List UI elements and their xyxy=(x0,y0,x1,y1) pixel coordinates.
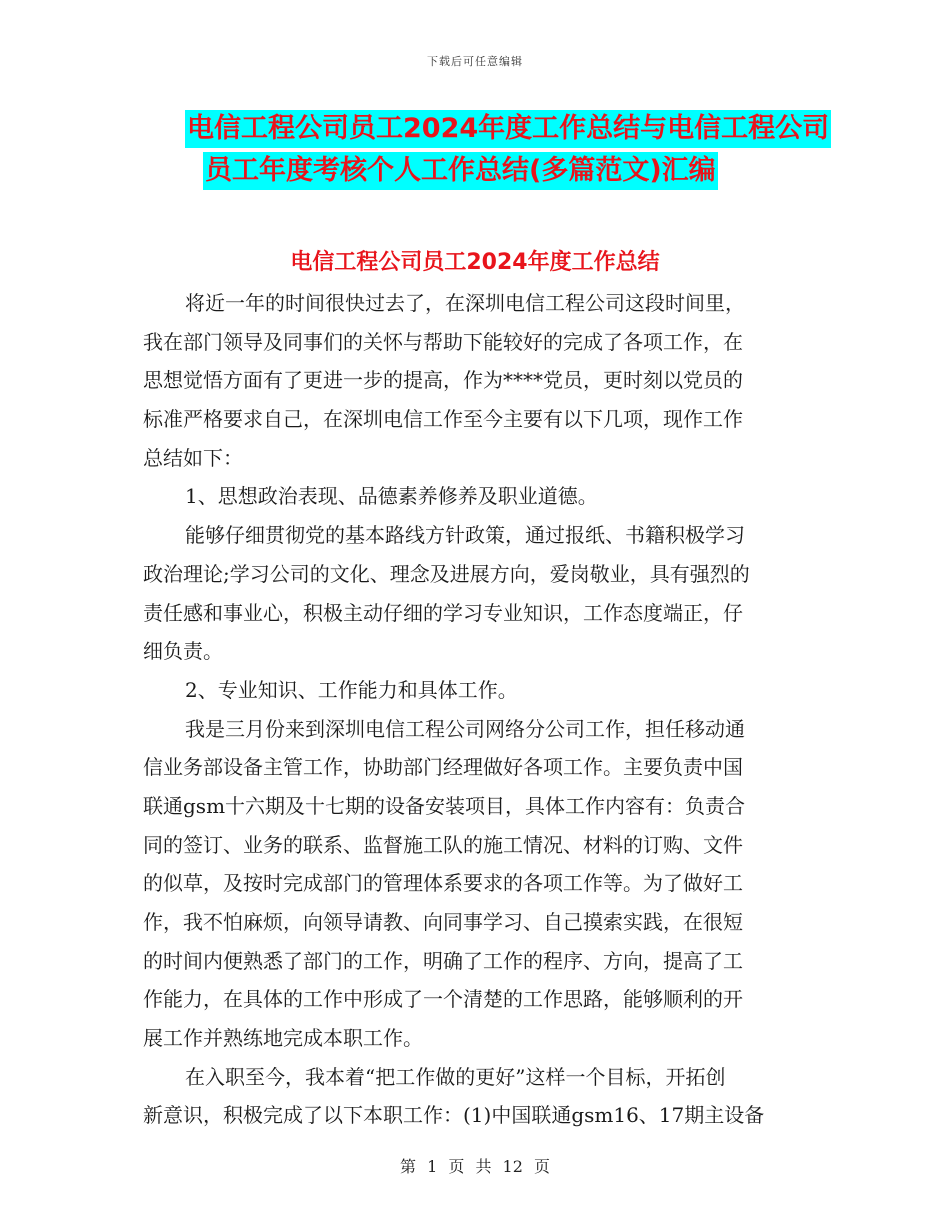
body-line: 展工作并熟练地完成本职工作。 xyxy=(143,1026,423,1051)
body-line: 的时间内便熟悉了部门的工作，明确了工作的程序、方向，提高了工 xyxy=(143,948,743,973)
section-heading-2: 2、专业知识、工作能力和具体工作。 xyxy=(185,677,518,702)
document-body xyxy=(143,284,808,1135)
title-line-1: 电信工程公司员工2024年度工作总结与电信工程公司 xyxy=(185,110,831,148)
body-line: 我在部门领导及同事们的关怀与帮助下能较好的完成了各项工作，在 xyxy=(143,329,743,354)
section-title: 电信工程公司员工2024年度工作总结 xyxy=(290,250,660,275)
page-header: 下载后可任意编辑 xyxy=(427,55,523,68)
body-line: 作能力，在具体的工作中形成了一个清楚的工作思路，能够顺利的开 xyxy=(143,987,743,1012)
body-line: 信业务部设备主管工作，协助部门经理做好各项工作。主要负责中国 xyxy=(143,755,743,780)
body-line: 同的签订、业务的联系、监督施工队的施工情况、材料的订购、文件 xyxy=(143,832,743,857)
body-line: 政治理论;学习公司的文化、理念及进展方向，爱岗敬业，具有强烈的 xyxy=(143,561,750,586)
page-footer: 第 1 页 共 12 页 xyxy=(400,1157,550,1176)
section-heading-1: 1、思想政治表现、品德素养修养及职业道德。 xyxy=(185,484,598,509)
body-line: 的似草，及按时完成部门的管理体系要求的各项工作等。为了做好工 xyxy=(143,871,743,896)
body-line: 标准严格要求自己，在深圳电信工作至今主要有以下几项，现作工作 xyxy=(143,407,743,432)
body-line: 我是三月份来到深圳电信工程公司网络分公司工作，担任移动通 xyxy=(185,716,745,741)
body-line: 细负责。 xyxy=(143,639,223,664)
body-line: 将近一年的时间很快过去了，在深圳电信工程公司这段时间里， xyxy=(185,291,745,315)
body-line: 联通gsm十六期及十七期的设备安装项目，具体工作内容有：负责合 xyxy=(143,793,746,818)
title-line-2: 员工年度考核个人工作总结(多篇范文)汇编 xyxy=(203,152,718,190)
body-line: 总结如下： xyxy=(143,445,243,470)
body-line: 在入职至今，我本着“把工作做的更好”这样一个目标，开拓创 xyxy=(185,1064,726,1089)
body-line: 责任感和事业心，积极主动仔细的学习专业知识，工作态度端正，仔 xyxy=(143,600,743,625)
document-title xyxy=(185,110,830,190)
body-line: 作，我不怕麻烦，向领导请教、向同事学习、自己摸索实践，在很短 xyxy=(143,910,743,934)
body-line: 思想觉悟方面有了更进一步的提高，作为****党员，更时刻以党员的 xyxy=(143,368,743,393)
body-line: 能够仔细贯彻党的基本路线方针政策，通过报纸、书籍积极学习 xyxy=(185,523,745,548)
body-line: 新意识，积极完成了以下本职工作：(1)中国联通gsm16、17期主设备 xyxy=(143,1103,765,1128)
